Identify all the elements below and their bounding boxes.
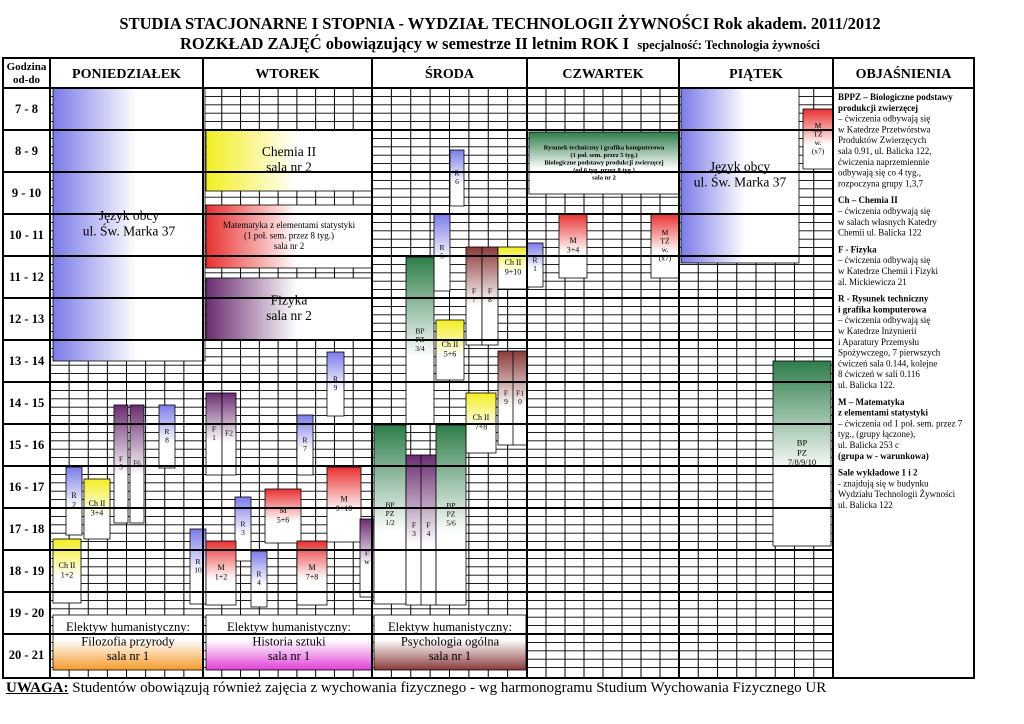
note-line: al. Mickiewicza 21 bbox=[838, 276, 907, 287]
class-block-label: w. bbox=[661, 245, 669, 255]
note-line: odbywają się co 4 tyg., bbox=[838, 167, 921, 178]
class-block-label: PZ bbox=[797, 447, 807, 458]
note-line: w Katedrze Chemii i Fizyki bbox=[838, 266, 938, 276]
class-block-label: sala nr 2 bbox=[266, 307, 312, 323]
header-line-1: STUDIA STACJONARNE I STOPNIA - WYDZIAŁ TECHNOLOGII ŻYWNOŚCI Rok akadem. 2011/2012 bbox=[119, 14, 881, 33]
class-block-label: sala nr 2 bbox=[273, 240, 305, 251]
class-block-label: 5 bbox=[440, 251, 444, 261]
hour-label: 11 - 12 bbox=[9, 270, 44, 284]
hour-label: 8 - 9 bbox=[15, 144, 38, 158]
note-line: – ćwiczenia odbywają się bbox=[838, 255, 931, 266]
class-block-label: Ch II bbox=[88, 499, 106, 509]
class-block-label: 10 bbox=[194, 565, 202, 575]
note-heading: Sale wykładowe 1 i 2 bbox=[838, 467, 918, 478]
class-block-label: 3 bbox=[241, 528, 245, 538]
note-line: ul. Balicka 122 bbox=[838, 500, 893, 510]
corner-header-line-2: od-do bbox=[13, 74, 40, 86]
class-block-label: sala nr 2 bbox=[592, 174, 616, 182]
class-block-label: 9 bbox=[333, 383, 338, 393]
day-header: PIĄTEK bbox=[729, 67, 783, 82]
class-block-label: Biologiczne podstawy produkcji zwierzęcej bbox=[544, 159, 664, 167]
class-block-label: 1 bbox=[212, 433, 216, 443]
note-line: Chemii ul. Balicka 122 bbox=[838, 227, 922, 238]
corner-header-line-1: Godzina bbox=[6, 61, 47, 73]
hour-label: 16 - 17 bbox=[8, 480, 45, 494]
class-block-label: 7 bbox=[472, 295, 476, 305]
note-line: ćwiczenia naprzemiennie bbox=[838, 156, 930, 167]
class-block-label: Język obcy bbox=[98, 207, 160, 223]
class-block-label: 7+8 bbox=[474, 422, 488, 432]
class-block-label: PZ bbox=[446, 509, 456, 519]
class-block-label: F bbox=[487, 286, 493, 296]
note-heading: z elementami statystyki bbox=[838, 407, 928, 418]
class-block-label: M bbox=[308, 563, 316, 573]
class-block-label: 3 bbox=[412, 529, 416, 539]
class-block-label: 9+10 bbox=[504, 267, 522, 277]
note-line: tyg., (grupy łączone), bbox=[838, 429, 916, 440]
class-block-label: TŻ bbox=[660, 236, 670, 246]
note-line: Produktów Zwierzęcych bbox=[838, 135, 927, 146]
note-line: w salach własnych Katedry bbox=[838, 216, 937, 227]
hour-label: 17 - 18 bbox=[8, 522, 45, 536]
hour-label: 12 - 13 bbox=[8, 312, 45, 326]
note-line: ul. Balicka 253 c bbox=[838, 440, 899, 450]
class-block-label: R bbox=[532, 255, 538, 265]
header-line-2-speciality: specjalność: Technologia żywności bbox=[637, 38, 821, 52]
class-block-label: 5/6 bbox=[446, 518, 456, 528]
class-block-label: F6 bbox=[133, 459, 141, 468]
class-block-label: (x7) bbox=[658, 253, 672, 263]
class-block-label: 9 bbox=[504, 397, 508, 407]
class-block-label: sala nr 1 bbox=[267, 648, 311, 663]
class-block-label: R bbox=[256, 569, 262, 579]
class-block-label: TŻ bbox=[813, 129, 823, 139]
note-line: – ćwiczenia odbywają się bbox=[838, 315, 931, 326]
class-block-label: F1 bbox=[516, 388, 524, 398]
hour-label: 9 - 10 bbox=[11, 186, 42, 200]
class-block-label: 1+2 bbox=[214, 572, 228, 582]
class-block-label: M bbox=[279, 506, 287, 516]
note-line: sala 0.91, ul. Balicka 122, bbox=[838, 146, 932, 156]
class-block-label: (od 6 tyg. przez 8 tyg.) bbox=[573, 166, 635, 174]
class-block-label: R bbox=[195, 556, 201, 566]
class-block-label: 1 bbox=[533, 264, 537, 274]
header-line-2-main: ROZKŁAD ZAJĘĆ obowiązujący w semestrze II letnim ROK I bbox=[179, 34, 630, 53]
note-line: ćwiczeń sala 0.144, kolejne bbox=[838, 358, 938, 369]
class-block-label: 7 bbox=[303, 444, 307, 454]
class-block-label: Filozofia przyrody bbox=[81, 634, 175, 649]
class-block-label: Ch II bbox=[58, 561, 76, 571]
class-block-label: F bbox=[119, 455, 123, 464]
class-block-label: Elektyw humanistyczny: bbox=[66, 620, 190, 634]
note-line: - znajdują się w budynku bbox=[838, 478, 929, 489]
class-block-label: M bbox=[814, 120, 822, 130]
class-block-label: 0 bbox=[518, 397, 522, 407]
class-block-label: Ch II bbox=[504, 258, 522, 268]
note-line: Spożywczego, 7 pierwszych bbox=[838, 347, 941, 358]
class-block-label: 8 bbox=[488, 295, 492, 305]
footer-note bbox=[6, 680, 826, 697]
class-block-label: M bbox=[340, 494, 348, 504]
class-block-label: 1/2 bbox=[385, 517, 395, 527]
class-block-label: F bbox=[411, 520, 417, 530]
class-block-label: M bbox=[661, 227, 669, 237]
note-heading: Ch – Chemia II bbox=[838, 195, 898, 206]
class-block-label: R bbox=[71, 491, 77, 501]
note-line: Wydziału Technologii Żywności bbox=[838, 489, 956, 500]
class-block-label: 7+8 bbox=[305, 572, 319, 582]
class-block-label: Rysunek techniczny i grafika komputerowa bbox=[543, 144, 665, 152]
note-heading: produkcji zwierzęcej bbox=[838, 102, 919, 113]
class-block-label: F bbox=[211, 424, 217, 434]
class-block-label: R bbox=[454, 168, 460, 178]
hour-label: 19 - 20 bbox=[8, 606, 45, 620]
class-block-label: 5+6 bbox=[276, 515, 290, 525]
class-block-label: BP bbox=[415, 326, 425, 336]
class-block-label: 4 bbox=[257, 578, 261, 588]
note-heading: M – Matematyka bbox=[838, 396, 905, 407]
class-block-label: BP bbox=[796, 437, 808, 448]
class-block-label: R bbox=[332, 374, 339, 384]
class-block-label: F bbox=[471, 286, 477, 296]
class-block-label: BP bbox=[385, 500, 395, 510]
class-block-label: F bbox=[503, 388, 509, 398]
hour-label: 13 - 14 bbox=[8, 354, 45, 368]
note-line: w Katedrze Przetwórstwa bbox=[838, 124, 931, 135]
note-heading: BPPZ – Biologiczne podstawy bbox=[838, 92, 953, 102]
class-block-label: sala nr 1 bbox=[428, 648, 472, 663]
day-header: PONIEDZIAŁEK bbox=[72, 67, 181, 82]
class-block-label: 3+4 bbox=[90, 508, 104, 518]
class-block-label: 2 bbox=[72, 500, 76, 510]
class-block-label: 6 bbox=[455, 177, 459, 187]
class-block-label: F bbox=[426, 520, 431, 530]
class-block-label: R bbox=[302, 435, 308, 445]
class-block-label: 5+6 bbox=[443, 349, 457, 359]
class-block-label: R bbox=[439, 242, 445, 252]
note-line: – ćwiczenia odbywają się bbox=[838, 206, 931, 216]
class-block-label: 7/8/9/10 bbox=[787, 457, 817, 468]
class-block-label: Fizyka bbox=[270, 292, 308, 308]
hour-label: 14 - 15 bbox=[8, 396, 45, 410]
class-block-label: 8 bbox=[165, 435, 169, 445]
class-block-label: ul. Św. Marka 37 bbox=[82, 223, 176, 239]
class-block-label: PZ bbox=[385, 509, 395, 519]
class-block-label: 9+10 bbox=[335, 503, 353, 513]
class-block-label: R bbox=[240, 519, 246, 529]
day-header: ŚRODA bbox=[424, 67, 475, 82]
note-line: w Katedrze Inżynierii bbox=[838, 326, 917, 336]
note-line: 8 ćwiczeń w sali 0.116 bbox=[838, 369, 920, 380]
class-block-label: M bbox=[569, 236, 577, 246]
class-block-label: Psychologia ogólna bbox=[400, 634, 500, 649]
class-block-label: Historia sztuki bbox=[252, 634, 326, 649]
note-line: – ćwiczenia od 1 poł. sem. przez 7 bbox=[838, 418, 963, 429]
class-block-label: Ch II bbox=[472, 413, 490, 423]
footer-text: Studentów obowiązują również zajęcia z wychowania fizycznego - wg harmonogramu Studium Wychowania Fizycznego UR bbox=[68, 680, 827, 696]
note-line: – ćwiczenia odbywają się bbox=[838, 113, 931, 124]
note-line: i Aparatury Przemysłu bbox=[838, 336, 919, 347]
class-block-label: M bbox=[217, 563, 225, 573]
notes-header: OBJAŚNIENIA bbox=[855, 67, 952, 82]
class-block-label: sala nr 2 bbox=[266, 159, 312, 175]
note-line: rozpoczyna grupy 1,3,7 bbox=[838, 178, 923, 189]
day-header: WTOREK bbox=[255, 67, 320, 82]
class-block-label: 4 bbox=[426, 529, 431, 539]
hour-label: 20 - 21 bbox=[8, 648, 45, 662]
class-block-label: PZ bbox=[415, 335, 425, 345]
class-block-label: R bbox=[164, 426, 170, 436]
class-block-label: 1+2 bbox=[60, 570, 74, 580]
class-block-label: w bbox=[364, 557, 370, 567]
hour-label: 18 - 19 bbox=[8, 564, 45, 578]
note-heading: (grupa w - warunkowa) bbox=[838, 450, 929, 461]
class-block-label: (1 poł. sem. przez 5 tyg.) bbox=[570, 152, 638, 160]
class-block-label: F bbox=[364, 548, 370, 558]
footer-label: UWAGA: bbox=[6, 680, 69, 696]
class-block-label: sala nr 1 bbox=[106, 648, 150, 663]
class-block-label: F2 bbox=[225, 428, 233, 438]
hour-label: 10 - 11 bbox=[9, 228, 44, 242]
hour-label: 7 - 8 bbox=[15, 102, 38, 116]
class-block-label: Matematyka z elementami statystyki bbox=[222, 220, 356, 231]
class-block-label: Ch II bbox=[441, 340, 459, 350]
class-block-label: Elektyw humanistyczny: bbox=[388, 620, 512, 634]
class-block-label: 3/4 bbox=[415, 343, 425, 353]
class-block-label: w. bbox=[814, 138, 822, 148]
note-heading: F - Fizyka bbox=[838, 244, 877, 255]
class-block-label: Elektyw humanistyczny: bbox=[227, 620, 351, 634]
day-header: CZWARTEK bbox=[562, 67, 644, 82]
note-line: ul. Balicka 122. bbox=[838, 380, 895, 390]
class-block-label: (x7) bbox=[811, 146, 825, 156]
note-heading: i grafika komputerowa bbox=[838, 304, 927, 315]
note-heading: R - Rysunek techniczny bbox=[838, 293, 929, 304]
hour-label: 15 - 16 bbox=[8, 438, 45, 452]
class-block-label: BP bbox=[446, 501, 456, 511]
class-block-label: (1 poł. sem. przez 8 tyg.) bbox=[244, 230, 334, 241]
class-block-label: 5 bbox=[119, 463, 123, 472]
class-block-label: Chemia II bbox=[261, 143, 317, 159]
class-block-label: Język obcy bbox=[709, 158, 771, 174]
class-block-label: ul. Św. Marka 37 bbox=[693, 174, 787, 190]
class-block-label: 3+4 bbox=[566, 245, 580, 255]
